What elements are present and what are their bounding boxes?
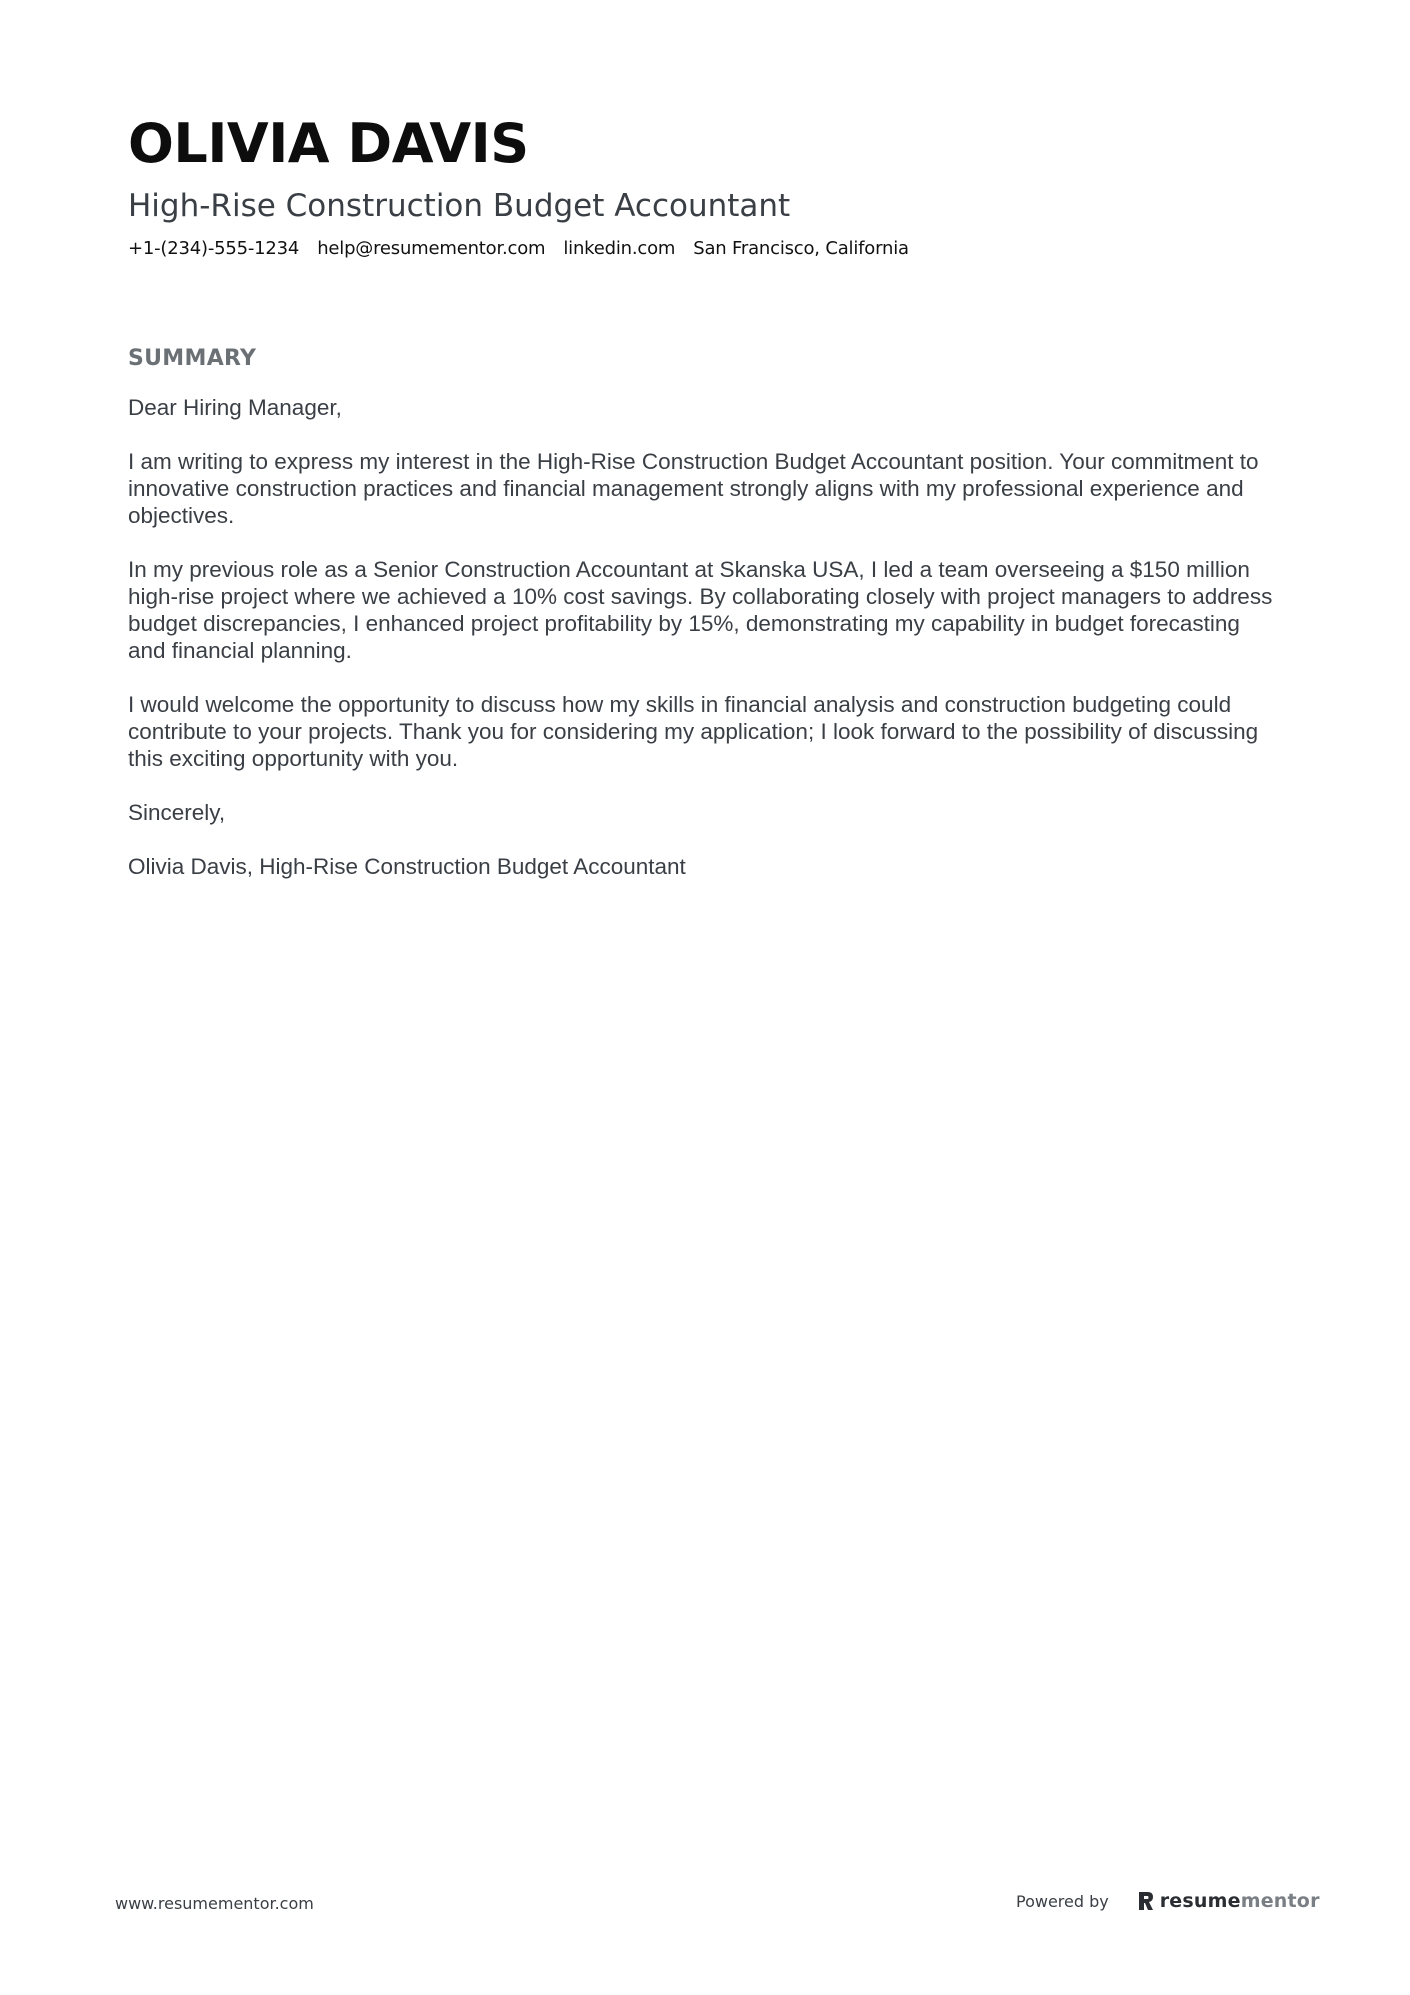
letter-paragraph: In my previous role as a Senior Construction Accountant at Skanska USA, I led a team overseeing a $150 million high-rise project where we achieved a 10% cost savings. By collaborating closely with project managers to address budget discrepancies, I enhanced project profitability by 15%, demonstrating my capability in budget forecasting and financial planning. [128,557,1273,663]
letter-closing: Sincerely, [128,800,226,825]
contact-info [128,236,1288,262]
section-heading-summary: SUMMARY [128,346,257,371]
resumementor-logo-icon [1137,1890,1155,1912]
job-title: High-Rise Construction Budget Accountant [128,188,791,224]
letter-paragraph: I would welcome the opportunity to discuss how my skills in financial analysis and construction budgeting could contribute to your projects. Thank you for considering my application; I look forward to the possibility of discussing this exciting opportunity with you. [128,692,1259,771]
brand-wordmark-light: mentor [1240,1890,1320,1912]
contact-linkedin[interactable]: linkedin.com [563,238,676,259]
brand-wordmark-bold: resume [1159,1890,1241,1912]
letter-body [128,394,1278,880]
letter-paragraph: I am writing to express my interest in the High-Rise Construction Budget Accountant position. Your commitment to innovative construction practices and financial management strongly aligns with my professional experience and objectives. [128,449,1259,528]
brand-logo[interactable] [1137,1890,1320,1912]
footer-branding[interactable] [1016,1888,1320,1914]
header [128,112,1288,262]
brand-wordmark [1160,1890,1320,1912]
summary-section [128,344,1278,907]
footer-website[interactable]: www.resumementor.com [115,1894,314,1913]
letter-signature: Olivia Davis, High-Rise Construction Budget Accountant [128,854,686,879]
letter-salutation: Dear Hiring Manager, [128,395,342,420]
contact-phone[interactable]: +1-(234)-555-1234 [128,238,300,259]
contact-location: San Francisco, California [693,238,909,259]
candidate-name: OLIVIA DAVIS [128,112,529,175]
powered-by-label: Powered by [1016,1891,1109,1911]
contact-email[interactable]: help@resumementor.com [317,238,546,259]
